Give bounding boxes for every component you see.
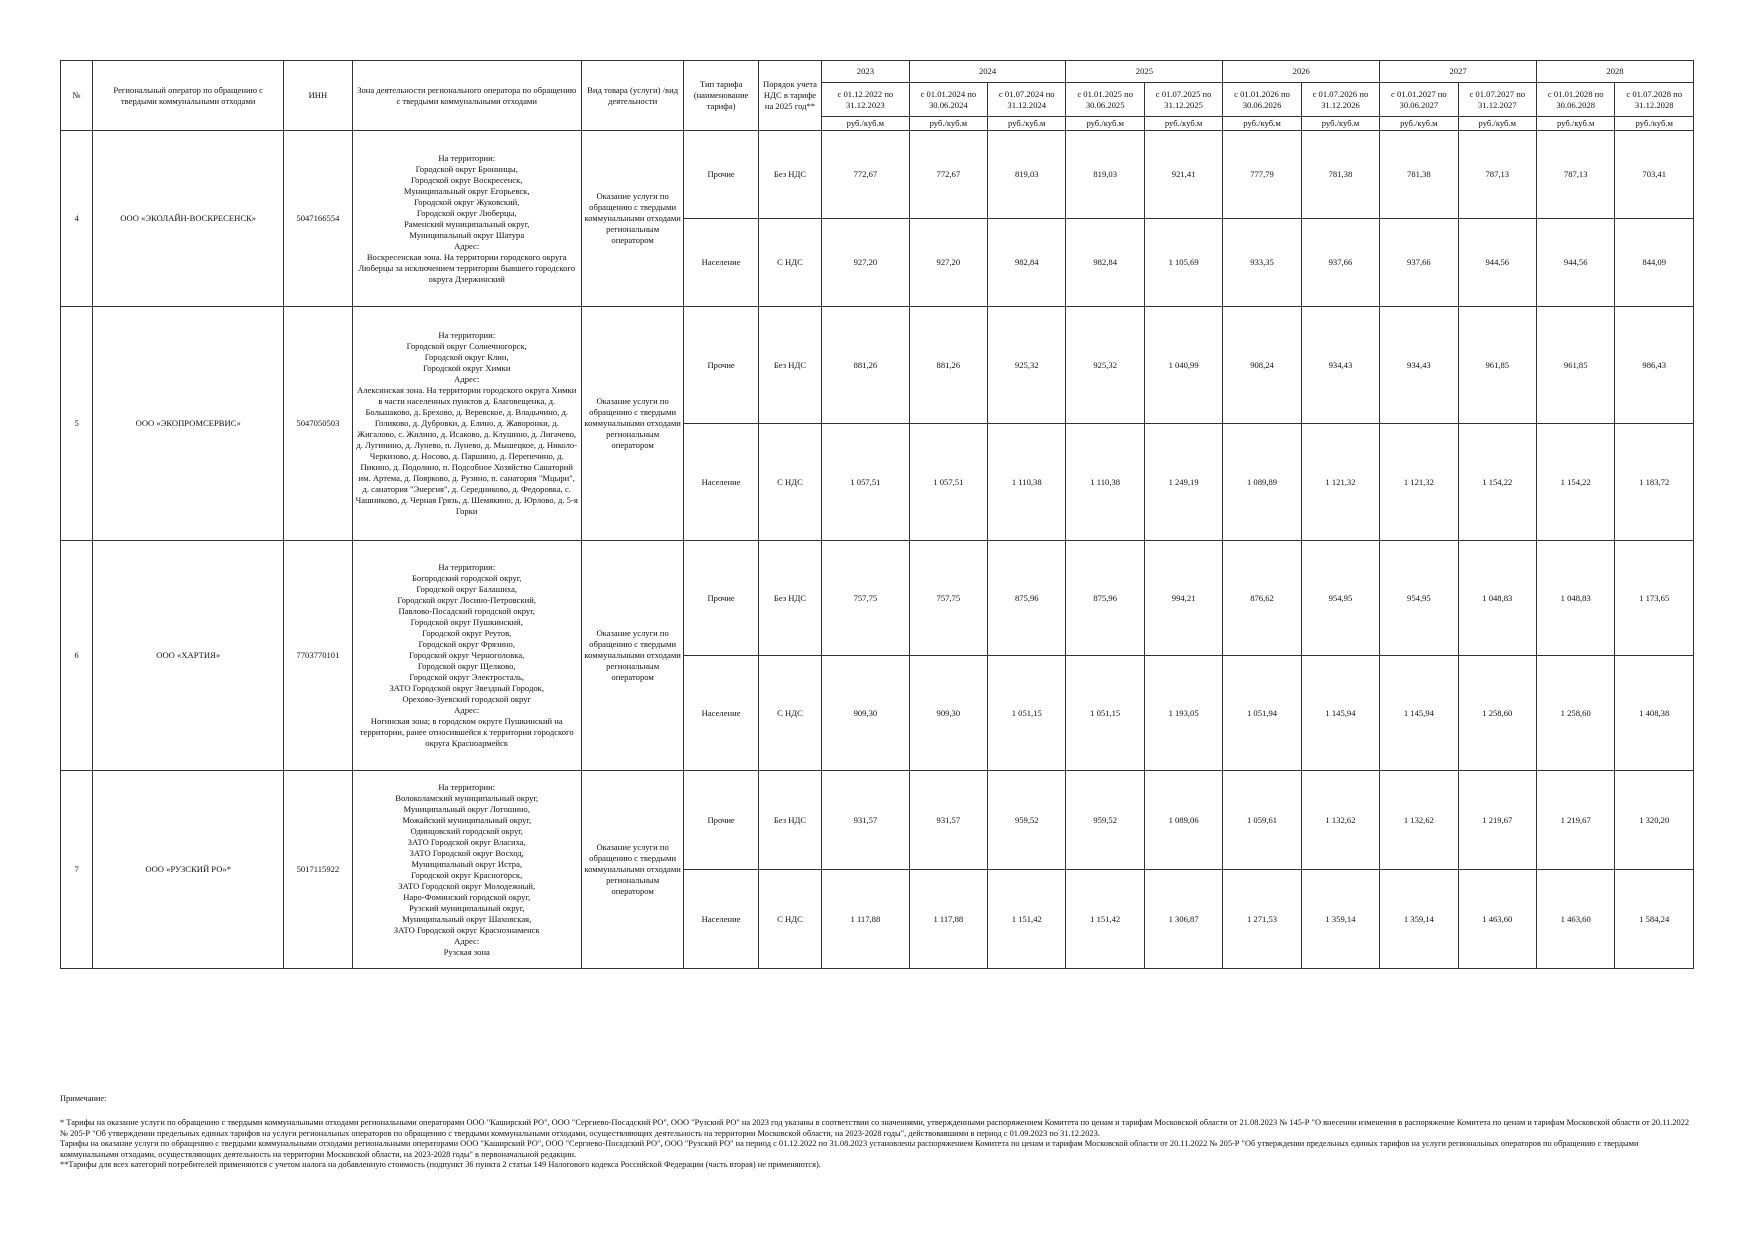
tariff-value: 982,84 (988, 219, 1066, 307)
tariff-value: 1 193,05 (1144, 656, 1222, 771)
tariff-value: 1 408,38 (1615, 656, 1694, 771)
header-year: 2023 (822, 61, 909, 83)
vat-order: С НДС (758, 424, 821, 541)
tariff-value: 1 132,62 (1380, 771, 1458, 870)
tariff-value: 819,03 (1066, 131, 1144, 219)
vat-order: Без НДС (758, 131, 821, 219)
vat-order: С НДС (758, 656, 821, 771)
tariff-value: 772,67 (822, 131, 909, 219)
tariff-type: Прочие (684, 541, 758, 656)
tariff-value: 781,38 (1380, 131, 1458, 219)
note-item: **Тарифы для всех категорий потребителей применяются с учетом налога на добавленную стоимость (подпункт 36 пункта 2 статьи 149 Налогового кодекса Российской Федерации (часть вторая) не применяются). (60, 1160, 821, 1170)
tariff-value: 931,57 (822, 771, 909, 870)
tariff-value: 1 463,60 (1537, 870, 1615, 969)
tariff-value: 921,41 (1144, 131, 1222, 219)
unit-header: руб./куб.м (1615, 117, 1694, 131)
tariff-type: Прочие (684, 131, 758, 219)
period-header: с 01.12.2022 по 31.12.2023 (822, 83, 909, 117)
tariff-value: 881,26 (822, 307, 909, 424)
tariff-value: 934,43 (1380, 307, 1458, 424)
tariff-value: 1 105,69 (1144, 219, 1222, 307)
period-header: с 01.01.2026 по 30.06.2026 (1223, 83, 1301, 117)
header-year: 2027 (1380, 61, 1537, 83)
tariff-value: 1 145,94 (1380, 656, 1458, 771)
tariff-value: 1 258,60 (1537, 656, 1615, 771)
tariff-value: 787,13 (1537, 131, 1615, 219)
tariff-value: 909,30 (822, 656, 909, 771)
unit-header: руб./куб.м (822, 117, 909, 131)
operator-name: ООО «ЭКОПРОМСЕРВИС» (93, 307, 284, 541)
operator-zone: На территории: Городской округ Бронницы, Городской округ Воскресенск, Муниципальный округ Егорьевск, Городской округ Жуковский, Городской округ Люберцы, Раменский муниципальный округ, Муниципальный округ Шатура Адрес: Воскресенская зона. На территории городского округа Люберцы за исключением территории бывшего городского округа Дзержинский (352, 131, 581, 307)
operator-name: ООО «РУЗСКИЙ РО»* (93, 771, 284, 969)
tariff-value: 1 059,61 (1223, 771, 1301, 870)
header-year: 2025 (1066, 61, 1223, 83)
unit-header: руб./куб.м (988, 117, 1066, 131)
tariff-value: 1 183,72 (1615, 424, 1694, 541)
tariff-value: 934,43 (1301, 307, 1379, 424)
tariff-value: 954,95 (1301, 541, 1379, 656)
operator-inn: 5017115922 (284, 771, 352, 969)
operator-inn: 5047050503 (284, 307, 352, 541)
tariff-value: 986,43 (1615, 307, 1694, 424)
tariff-type: Население (684, 219, 758, 307)
tariff-value: 876,62 (1223, 541, 1301, 656)
tariff-value: 1 271,53 (1223, 870, 1301, 969)
notes-section (60, 1094, 1694, 1170)
tariff-value: 1 057,51 (909, 424, 987, 541)
tariff-value: 937,66 (1380, 219, 1458, 307)
tariff-value: 875,96 (988, 541, 1066, 656)
tariff-value: 1 151,42 (1066, 870, 1144, 969)
tariff-value: 1 121,32 (1301, 424, 1379, 541)
period-header: с 01.07.2026 по 31.12.2026 (1301, 83, 1379, 117)
operator-num: 6 (61, 541, 93, 771)
service-kind: Оказание услуги по обращению с твердыми коммунальными отходами региональным оператором (581, 307, 684, 541)
tariff-type: Население (684, 656, 758, 771)
tariff-value: 1 219,67 (1537, 771, 1615, 870)
tariff-value: 1 219,67 (1458, 771, 1536, 870)
tariff-value: 1 359,14 (1380, 870, 1458, 969)
period-header: с 01.07.2028 по 31.12.2028 (1615, 83, 1694, 117)
unit-header: руб./куб.м (909, 117, 987, 131)
tariff-value: 937,66 (1301, 219, 1379, 307)
tariff-value: 959,52 (988, 771, 1066, 870)
tariff-value: 959,52 (1066, 771, 1144, 870)
tariff-value: 1 306,87 (1144, 870, 1222, 969)
tariff-value: 1 110,38 (988, 424, 1066, 541)
tariff-value: 787,13 (1458, 131, 1536, 219)
tariff-type: Прочие (684, 771, 758, 870)
tariff-value: 982,84 (1066, 219, 1144, 307)
note-item: * Тарифы на оказание услуги по обращению с твердыми коммунальными отходами региональными операторами ООО "Каширский РО", ООО "Сергиево-Посадский РО", ООО "Рузский РО" на 2023 год указаны в соответствии со значениями, утвержденными распоряжением Комитета по ценам и тарифам Московской области от 21.08.2023 № 145-Р "О внесении изменения в распоряжение Комитета по ценам и тарифам Московской области от 20.11.2022 № 205-Р "Об утверждении предельных единых тарифов на услуги региональных операторов по обращению с твердыми коммунальными отходами, осуществляющих деятельность на территории Московской области, на 2023-2028 годы", действовавшими в период с 01.09.2023 по 31.12.2023. (60, 1118, 1690, 1138)
tariff-value: 881,26 (909, 307, 987, 424)
tariff-type: Население (684, 870, 758, 969)
tariff-value: 1 463,60 (1458, 870, 1536, 969)
tariff-value: 1 051,15 (1066, 656, 1144, 771)
period-header: с 01.01.2024 по 30.06.2024 (909, 83, 987, 117)
header-operator: Региональный оператор по обращению с твердыми коммунальными отходами (93, 61, 284, 131)
operator-name: ООО «ЭКОЛАЙН-ВОСКРЕСЕНСК» (93, 131, 284, 307)
table-row (61, 307, 1694, 424)
operator-inn: 7703770101 (284, 541, 352, 771)
tariff-value: 875,96 (1066, 541, 1144, 656)
tariff-value: 1 249,19 (1144, 424, 1222, 541)
header-kind: Вид товара (услуги) /вид деятельности (581, 61, 684, 131)
unit-header: руб./куб.м (1223, 117, 1301, 131)
tariff-value: 1 048,83 (1537, 541, 1615, 656)
tariff-value: 908,24 (1223, 307, 1301, 424)
tariff-value: 1 154,22 (1537, 424, 1615, 541)
tariff-value: 909,30 (909, 656, 987, 771)
header-inn: ИНН (284, 61, 352, 131)
tariff-value: 777,79 (1223, 131, 1301, 219)
vat-order: С НДС (758, 219, 821, 307)
table-row (61, 541, 1694, 656)
header-num: № (61, 61, 93, 131)
tariff-value: 757,75 (822, 541, 909, 656)
tariff-value: 819,03 (988, 131, 1066, 219)
tariff-value: 944,56 (1458, 219, 1536, 307)
period-header: с 01.01.2028 по 30.06.2028 (1537, 83, 1615, 117)
tariff-value: 1 145,94 (1301, 656, 1379, 771)
tariff-value: 1 110,38 (1066, 424, 1144, 541)
operator-num: 4 (61, 131, 93, 307)
tariff-table (60, 60, 1694, 969)
period-header: с 01.01.2027 по 30.06.2027 (1380, 83, 1458, 117)
tariff-sheet (60, 60, 1694, 969)
unit-header: руб./куб.м (1380, 117, 1458, 131)
tariff-value: 1 320,20 (1615, 771, 1694, 870)
tariff-value: 944,56 (1537, 219, 1615, 307)
tariff-value: 1 048,83 (1458, 541, 1536, 656)
tariff-type: Население (684, 424, 758, 541)
operator-num: 5 (61, 307, 93, 541)
tariff-value: 931,57 (909, 771, 987, 870)
period-header: с 01.07.2025 по 31.12.2025 (1144, 83, 1222, 117)
period-header: с 01.01.2025 по 30.06.2025 (1066, 83, 1144, 117)
tariff-value: 1 117,88 (909, 870, 987, 969)
vat-order: С НДС (758, 870, 821, 969)
notes-title: Примечание: (60, 1094, 107, 1103)
header-year: 2026 (1223, 61, 1380, 83)
vat-order: Без НДС (758, 771, 821, 870)
vat-order: Без НДС (758, 541, 821, 656)
operator-zone: На территории: Богородский городской округ, Городской округ Балашиха, Городской округ Лосино-Петровский, Павлово-Посадский городской округ, Городской округ Пушкинский, Городской округ Реутов, Городской округ Фрязино, Городской округ Черноголовка, Городской округ Щелково, Городской округ Электросталь, ЗАТО Городской округ Звездный Городок, Орехово-Зуевский городской округ Адрес: Ногинская зона; в городском округе Пушкинский на территории, ранее относившейся к территории городского округа Красноармейск (352, 541, 581, 771)
table-row (61, 771, 1694, 870)
tariff-value: 781,38 (1301, 131, 1379, 219)
operator-num: 7 (61, 771, 93, 969)
tariff-value: 1 051,94 (1223, 656, 1301, 771)
tariff-value: 925,32 (1066, 307, 1144, 424)
tariff-value: 1 154,22 (1458, 424, 1536, 541)
header-zone: Зона деятельности регионального оператора по обращению с твердыми коммунальными отходами (352, 61, 581, 131)
tariff-value: 1 258,60 (1458, 656, 1536, 771)
header-year: 2024 (909, 61, 1066, 83)
tariff-value: 1 057,51 (822, 424, 909, 541)
tariff-value: 1 117,88 (822, 870, 909, 969)
service-kind: Оказание услуги по обращению с твердыми коммунальными отходами региональным оператором (581, 541, 684, 771)
operator-name: ООО «ХАРТИЯ» (93, 541, 284, 771)
tariff-value: 994,21 (1144, 541, 1222, 656)
tariff-value: 961,85 (1537, 307, 1615, 424)
service-kind: Оказание услуги по обращению с твердыми коммунальными отходами региональным оператором (581, 131, 684, 307)
tariff-value: 1 151,42 (988, 870, 1066, 969)
header-vat-order: Порядок учета НДС в тарифе на 2025 год** (758, 61, 821, 131)
service-kind: Оказание услуги по обращению с твердыми коммунальными отходами региональным оператором (581, 771, 684, 969)
tariff-value: 1 121,32 (1380, 424, 1458, 541)
operator-zone: На территории: Волоколамский муниципальный округ, Муниципальный округ Лотошино, Можайский муниципальный округ, Одинцовский городской округ, ЗАТО Городской округ Власиха, ЗАТО Городской округ Восход, Муниципальный округ Истра, Городской округ Красногорск, ЗАТО Городской округ Молодежный, Наро-Фоминский городской округ, Рузский муниципальный округ, Муниципальный округ Шаховская, ЗАТО Городской округ Краснознаменск Адрес: Рузская зона (352, 771, 581, 969)
tariff-type: Прочие (684, 307, 758, 424)
tariff-value: 1 359,14 (1301, 870, 1379, 969)
unit-header: руб./куб.м (1458, 117, 1536, 131)
unit-header: руб./куб.м (1537, 117, 1615, 131)
unit-header: руб./куб.м (1066, 117, 1144, 131)
operator-zone: На территории: Городской округ Солнечногорск, Городской округ Клин, Городской округ Химки Адрес: Алексинская зона. На территории городского округа Химки в части населенных пунктов д. Благовещенка, д. Большаково, д. Брехово, д. Веревское, д. Владычино, д. Голиково, д. Дубровки, д. Елино, д. Жаворонки, д. Жигалово, с. Жилино, д. Исаково, д. Клушино, д. Лигачево, д. Лугинино, д. Лунево, п. Лунево, д. Мышецкое, д. Николо-Черкизово, д. Носово, д. Паршино, д. Перепечино, д. Пикино, д. Подолино, п. Подсобное Хозяйство Санаторий им. Артема, д. Поярково, д. Рузино, п. санатория "Мцыри", д. санатория "Энергия", д. Середниково, д. Федоровка, с. Чашниково, д. Черная Грязь, д. Шемякино, д. Юрлово, д. 5-я Горки (352, 307, 581, 541)
unit-header: руб./куб.м (1301, 117, 1379, 131)
period-header: с 01.07.2024 по 31.12.2024 (988, 83, 1066, 117)
operator-inn: 5047166554 (284, 131, 352, 307)
tariff-value: 954,95 (1380, 541, 1458, 656)
header-year: 2028 (1537, 61, 1694, 83)
tariff-value: 703,41 (1615, 131, 1694, 219)
header-tariff-type: Тип тарифа (наименование тарифа) (684, 61, 758, 131)
tariff-value: 1 584,24 (1615, 870, 1694, 969)
tariff-value: 772,67 (909, 131, 987, 219)
note-item: Тарифы на оказание услуги по обращению с твердыми коммунальными отходами региональными операторами ООО "Каширский РО", ООО "Сергиево-Посадский РО", ООО "Рузский РО" на период с 01.12.2022 по 31.08.2023 установлены распоряжением Комитета по ценам и тарифам Московской области от 20.11.2022 № 205-Р "Об утверждении предельных единых тарифов на услуги региональных операторов по обращению с твердыми коммунальными отходами, осуществляющих деятельность на территории Московской области, на 2023-2028 годы" в первоначальной редакции. (60, 1139, 1639, 1159)
tariff-table-body (61, 131, 1694, 969)
tariff-value: 925,32 (988, 307, 1066, 424)
tariff-value: 1 089,89 (1223, 424, 1301, 541)
tariff-value: 1 051,15 (988, 656, 1066, 771)
tariff-value: 1 173,65 (1615, 541, 1694, 656)
tariff-value: 927,20 (909, 219, 987, 307)
vat-order: Без НДС (758, 307, 821, 424)
tariff-value: 927,20 (822, 219, 909, 307)
tariff-value: 844,09 (1615, 219, 1694, 307)
tariff-value: 1 132,62 (1301, 771, 1379, 870)
tariff-value: 961,85 (1458, 307, 1536, 424)
tariff-value: 933,35 (1223, 219, 1301, 307)
unit-header: руб./куб.м (1144, 117, 1222, 131)
tariff-value: 757,75 (909, 541, 987, 656)
table-row (61, 131, 1694, 219)
tariff-value: 1 089,06 (1144, 771, 1222, 870)
period-header: с 01.07.2027 по 31.12.2027 (1458, 83, 1536, 117)
tariff-value: 1 040,99 (1144, 307, 1222, 424)
